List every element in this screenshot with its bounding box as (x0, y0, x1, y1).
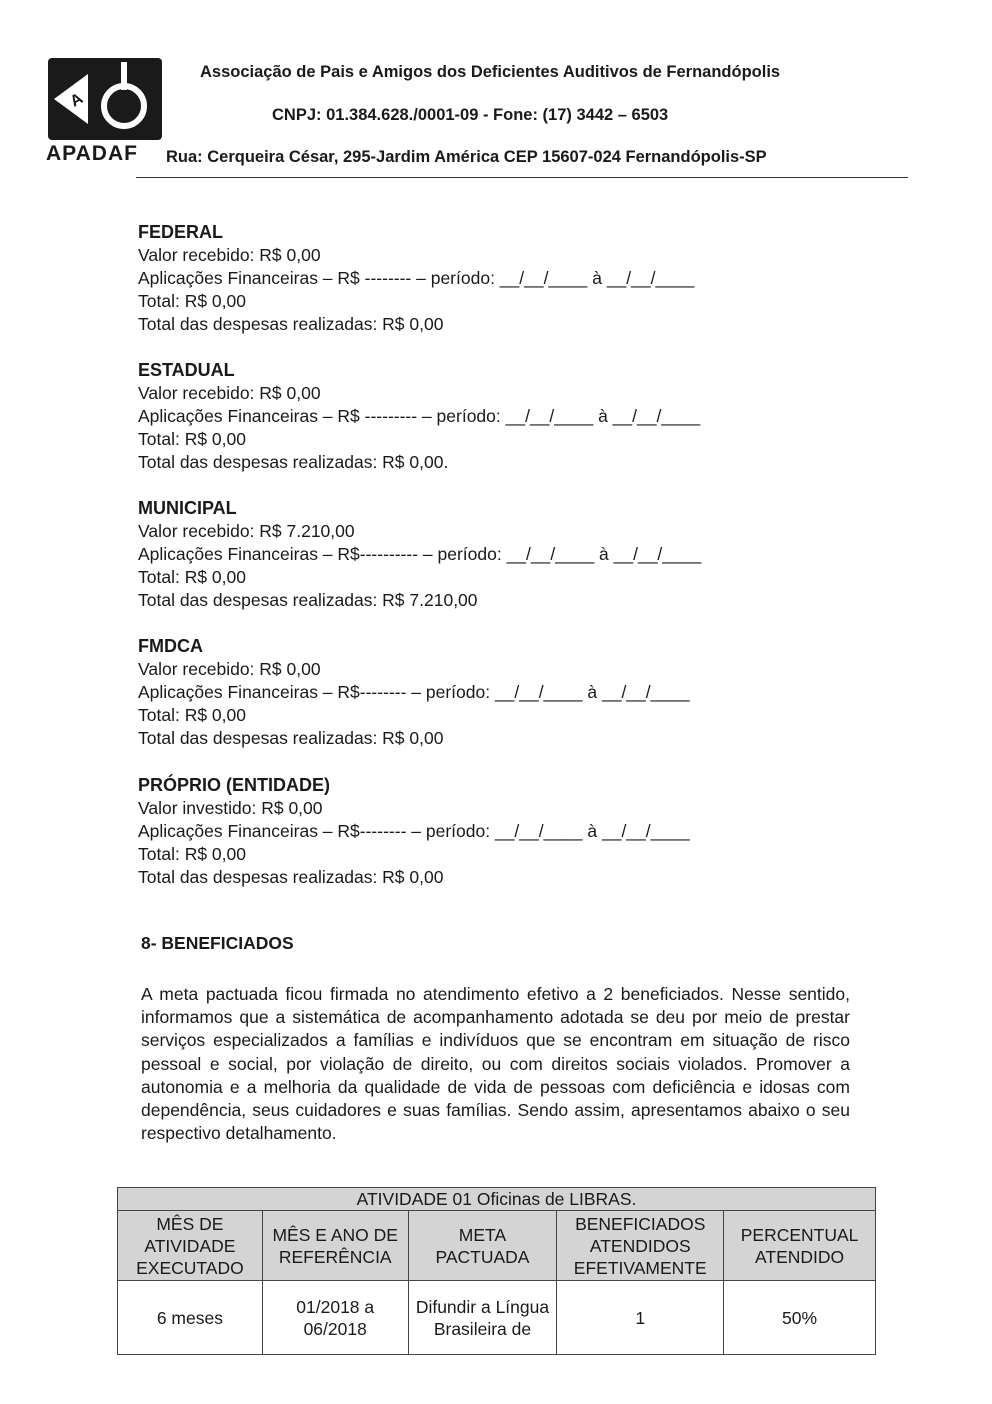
beneficiados-heading: 8- BENEFICIADOS (141, 933, 294, 953)
financial-applications: Aplicações Financeiras – R$-------- – período: __/__/____ à __/__/____ (138, 682, 690, 702)
column-header: MÊS DE ATIVIDADE EXECUTADO (118, 1211, 263, 1281)
column-header: MÊS E ANO DE REFERÊNCIA (262, 1211, 408, 1281)
section-estadual (138, 359, 858, 474)
total-expenses: Total das despesas realizadas: R$ 0,00. (138, 452, 449, 472)
column-header: META PACTUADA (408, 1211, 557, 1281)
address-line: Rua: Cerqueira César, 295-Jardim América CEP 15607-024 Fernandópolis-SP (166, 148, 767, 166)
received-value: Valor recebido: R$ 0,00 (138, 245, 321, 265)
total-expenses: Total das despesas realizadas: R$ 0,00 (138, 728, 444, 748)
total-value: Total: R$ 0,00 (138, 567, 246, 587)
table-cell: 01/2018 a 06/2018 (262, 1281, 408, 1355)
received-value: Valor recebido: R$ 7.210,00 (138, 521, 355, 541)
table-cell: 6 meses (118, 1281, 263, 1355)
financial-applications: Aplicações Financeiras – R$ --------- – período: __/__/____ à __/__/____ (138, 406, 701, 426)
section-title: FEDERAL (138, 222, 223, 242)
total-value: Total: R$ 0,00 (138, 291, 246, 311)
beneficiados-paragraph: A meta pactuada ficou firmada no atendimento efetivo a 2 beneficiados. Nesse sentido, informamos que a sistemática de acompanhamento adotada se deu por meio de prestar serviços especializados a famílias e indivíduos que se encontram em situação de risco pessoal e social, por violação de direito, ou com direitos sociais violados. Promover a autonomia e a melhoria da qualidade de vida de pessoas com deficiência e idosas com dependência, seus cuidadores e suas famílias. Sendo assim, apresentamos abaixo o seu respectivo detalhamento. (141, 984, 850, 1144)
table-caption: ATIVIDADE 01 Oficinas de LIBRAS. (118, 1188, 876, 1211)
total-expenses: Total das despesas realizadas: R$ 7.210,00 (138, 590, 478, 610)
section-proprio (138, 774, 858, 889)
section-title: FMDCA (138, 636, 203, 656)
invested-value: Valor investido: R$ 0,00 (138, 798, 323, 818)
total-expenses: Total das despesas realizadas: R$ 0,00 (138, 314, 444, 334)
section-title: PRÓPRIO (ENTIDADE) (138, 775, 331, 795)
organization-name: Associação de Pais e Amigos dos Deficientes Auditivos de Fernandópolis (200, 63, 781, 81)
column-header: PERCENTUAL ATENDIDO (724, 1211, 876, 1281)
total-value: Total: R$ 0,00 (138, 705, 246, 725)
table-cell: Difundir a Língua Brasileira de (408, 1281, 557, 1355)
received-value: Valor recebido: R$ 0,00 (138, 659, 321, 679)
financial-applications: Aplicações Financeiras – R$ -------- – período: __/__/____ à __/__/____ (138, 268, 695, 288)
apadaf-logo (46, 58, 164, 170)
svg-text:A: A (67, 90, 87, 111)
logo-text: APADAF (46, 142, 138, 165)
section-fmdca (138, 635, 858, 750)
table-cell: 50% (724, 1281, 876, 1355)
section-federal (138, 221, 858, 336)
section-title: ESTADUAL (138, 360, 235, 380)
section-title: MUNICIPAL (138, 498, 237, 518)
table-row (118, 1281, 876, 1355)
activity-table (117, 1187, 876, 1355)
financial-applications: Aplicações Financeiras – R$-------- – período: __/__/____ à __/__/____ (138, 821, 690, 841)
financial-applications: Aplicações Financeiras – R$---------- – período: __/__/____ à __/__/____ (138, 544, 702, 564)
received-value: Valor recebido: R$ 0,00 (138, 383, 321, 403)
total-value: Total: R$ 0,00 (138, 844, 246, 864)
header-divider (136, 177, 908, 178)
cnpj-phone-line: CNPJ: 01.384.628./0001-09 - Fone: (17) 3442 – 6503 (272, 106, 669, 124)
total-value: Total: R$ 0,00 (138, 429, 246, 449)
table-cell: 1 (557, 1281, 724, 1355)
apadaf-logo-icon (48, 58, 162, 140)
column-header: BENEFICIADOS ATENDIDOS EFETIVAMENTE (557, 1211, 724, 1281)
section-municipal (138, 497, 858, 612)
total-expenses: Total das despesas realizadas: R$ 0,00 (138, 867, 444, 887)
